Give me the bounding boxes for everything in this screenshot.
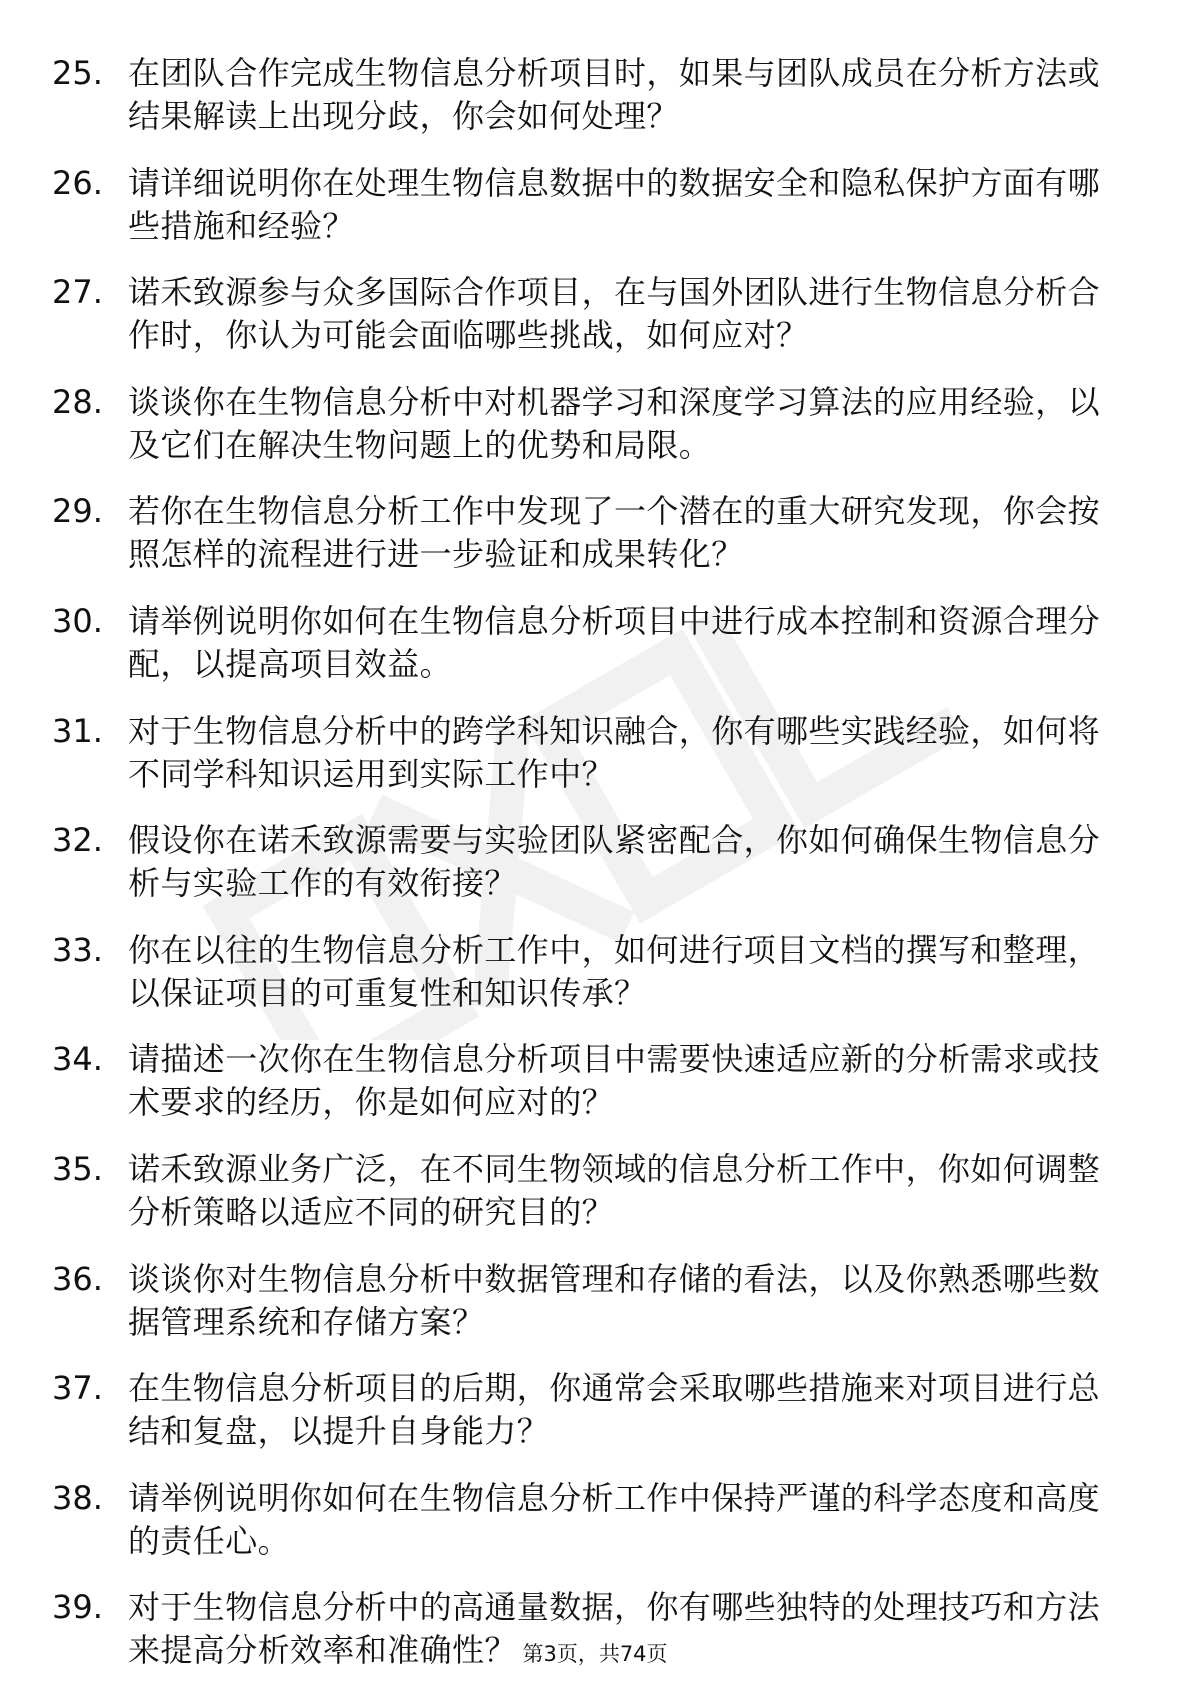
question-number: 38. <box>52 1478 103 1517</box>
question-text: 对于生物信息分析中的高通量数据，你有哪些独特的处理技巧和方法来提高分析效率和准确性？ <box>128 1588 1101 1670</box>
question-text: 对于生物信息分析中的跨学科知识融合，你有哪些实践经验，如何将不同学科知识运用到实际工作中？ <box>128 711 1101 793</box>
question-text: 假设你在诺禾致源需要与实验团队紧密配合，你如何确保生物信息分析与实验工作的有效衔接？ <box>128 821 1101 903</box>
question-number: 26. <box>52 163 103 202</box>
question-text: 请详细说明你在处理生物信息数据中的数据安全和隐私保护方面有哪些措施和经验？ <box>128 163 1101 245</box>
question-number: 34. <box>52 1040 103 1079</box>
question-item <box>52 1148 1132 1234</box>
question-text: 在团队合作完成生物信息分析项目时，如果与团队成员在分析方法或结果解读上出现分歧，你会如何处理？ <box>128 54 1101 135</box>
question-number: 33. <box>52 930 103 969</box>
question-number: 39. <box>52 1588 103 1627</box>
question-text: 你在以往的生物信息分析工作中，如何进行项目文档的撰写和整理，以保证项目的可重复性和知识传承？ <box>128 930 1101 1012</box>
question-item <box>52 1258 1132 1344</box>
question-text: 诺禾致源业务广泛，在不同生物领域的信息分析工作中，你如何调整分析策略以适应不同的研究目的？ <box>128 1149 1101 1231</box>
question-item <box>52 1477 1132 1563</box>
question-item <box>52 271 1132 357</box>
question-item <box>52 1038 1132 1124</box>
question-text: 谈谈你对生物信息分析中数据管理和存储的看法，以及你熟悉哪些数据管理系统和存储方案？ <box>128 1259 1101 1341</box>
question-item <box>52 381 1132 467</box>
question-item <box>52 819 1132 905</box>
question-number: 31. <box>52 711 103 750</box>
question-text: 请举例说明你如何在生物信息分析项目中进行成本控制和资源合理分配，以提高项目效益。 <box>128 601 1101 683</box>
question-number: 35. <box>52 1149 103 1188</box>
question-item <box>52 1367 1132 1453</box>
question-item <box>52 600 1132 686</box>
question-number: 30. <box>52 601 103 640</box>
question-item <box>52 490 1132 576</box>
question-number: 28. <box>52 382 103 421</box>
question-number: 36. <box>52 1259 103 1298</box>
question-item <box>52 710 1132 796</box>
question-list <box>52 52 1132 1696</box>
question-text: 请描述一次你在生物信息分析项目中需要快速适应新的分析需求或技术要求的经历，你是如何应对的？ <box>128 1040 1101 1122</box>
question-text: 谈谈你在生物信息分析中对机器学习和深度学习算法的应用经验，以及它们在解决生物问题上的优势和局限。 <box>128 382 1101 464</box>
question-item <box>52 929 1132 1015</box>
question-number: 25. <box>52 54 103 92</box>
question-item <box>52 52 1132 138</box>
question-text: 诺禾致源参与众多国际合作项目，在与国外团队进行生物信息分析合作时，你认为可能会面临哪些挑战，如何应对？ <box>128 273 1101 355</box>
question-text: 请举例说明你如何在生物信息分析工作中保持严谨的科学态度和高度的责任心。 <box>128 1478 1101 1560</box>
question-number: 37. <box>52 1369 103 1408</box>
page-number-footer: 第3页，共74页 <box>522 1642 668 1666</box>
question-item <box>52 162 1132 248</box>
question-number: 32. <box>52 821 103 860</box>
question-text: 若你在生物信息分析工作中发现了一个潜在的重大研究发现，你会按照怎样的流程进行进一步验证和成果转化？ <box>128 492 1101 574</box>
question-text: 在生物信息分析项目的后期，你通常会采取哪些措施来对项目进行总结和复盘，以提升自身能力？ <box>128 1369 1101 1451</box>
question-number: 29. <box>52 492 103 531</box>
question-number: 27. <box>52 273 103 312</box>
